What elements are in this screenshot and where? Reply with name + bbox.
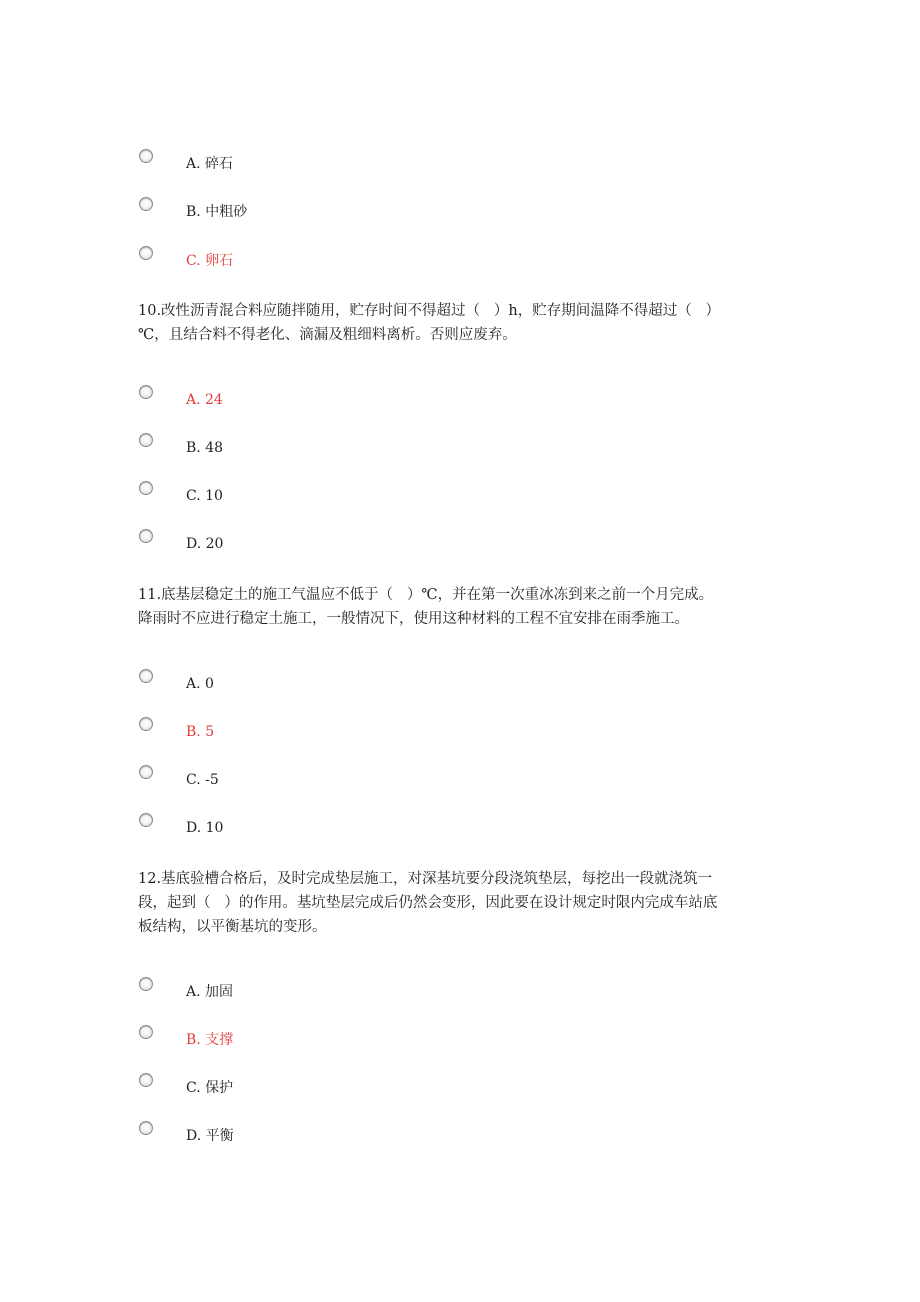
option-label: B. 48	[186, 440, 224, 456]
question-line: 11.底基层稳定土的施工气温应不低于（ ）℃，并在第一次重冰冻到来之前一个月完成。	[138, 587, 714, 603]
option-label-correct: C. 卵石	[186, 253, 234, 269]
option-label: D. 平衡	[186, 1128, 234, 1144]
question-line: 12.基底验槽合格后，及时完成垫层施工，对深基坑要分段浇筑垫层，每挖出一段就浇筑一	[138, 871, 713, 887]
option-label: D. 20	[186, 536, 224, 552]
option-radio[interactable]	[139, 481, 153, 495]
question-line: 降雨时不应进行稳定土施工，一般情况下，使用这种材料的工程不宜安排在雨季施工。	[138, 611, 689, 627]
option-radio[interactable]	[139, 1073, 153, 1087]
question-line: 10.改性沥青混合料应随拌随用，贮存时间不得超过（ ）h，贮存期间温降不得超过（ ）	[138, 303, 721, 319]
option-label: C. 保护	[186, 1080, 234, 1096]
option-radio[interactable]	[139, 813, 153, 827]
option-label: A. 0	[186, 676, 214, 692]
question-line: ℃，且结合料不得老化、滴漏及粗细料离析。否则应废弃。	[138, 327, 517, 343]
option-radio[interactable]	[139, 529, 153, 543]
option-label: D. 10	[186, 820, 224, 836]
question-text	[138, 867, 788, 939]
option-label-correct: B. 5	[186, 724, 215, 740]
option-radio[interactable]	[139, 433, 153, 447]
option-radio[interactable]	[139, 977, 153, 991]
option-radio[interactable]	[139, 385, 153, 399]
question-line: 板结构，以平衡基坑的变形。	[138, 919, 327, 935]
option-radio[interactable]	[139, 197, 153, 211]
option-radio[interactable]	[139, 669, 153, 683]
question-text	[138, 299, 788, 347]
question-line: 段，起到（ ）的作用。基坑垫层完成后仍然会变形，因此要在设计规定时限内完成车站底	[138, 895, 718, 911]
option-label: B. 中粗砂	[186, 204, 248, 220]
option-radio[interactable]	[139, 246, 153, 260]
option-label: C. -5	[186, 772, 219, 788]
option-radio[interactable]	[139, 1121, 153, 1135]
option-label: A. 碎石	[186, 156, 234, 172]
option-radio[interactable]	[139, 149, 153, 163]
option-radio[interactable]	[139, 765, 153, 779]
option-radio[interactable]	[139, 1025, 153, 1039]
option-label-correct: B. 支撑	[186, 1032, 234, 1048]
option-label: A. 加固	[186, 984, 234, 1000]
option-radio[interactable]	[139, 717, 153, 731]
option-label: C. 10	[186, 488, 223, 504]
option-label-correct: A. 24	[186, 392, 223, 408]
question-text	[138, 583, 788, 631]
